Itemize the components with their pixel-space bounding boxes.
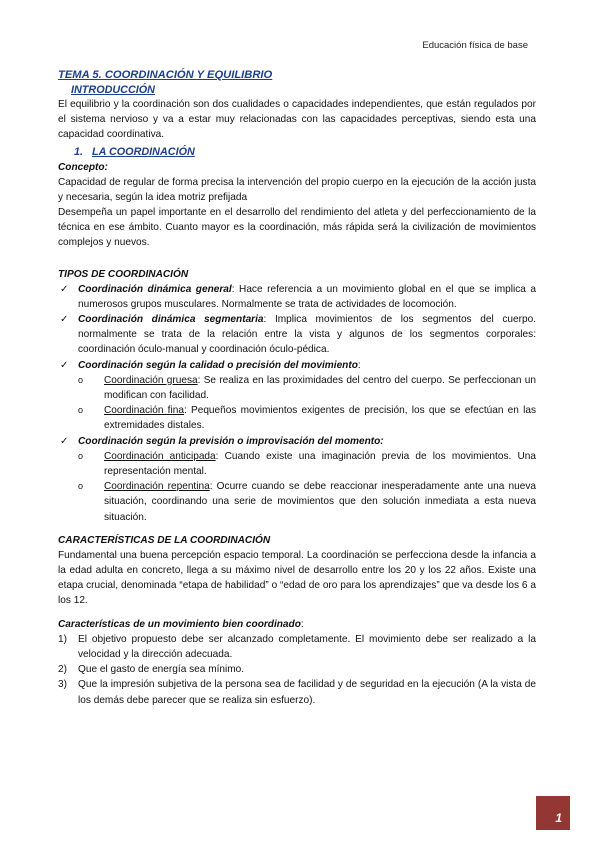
types-item-dinamica-segmentaria [58,312,536,358]
document-body [58,68,536,708]
types-item-prevision [58,434,536,449]
checkmark-icon: ✓ [60,359,69,371]
term: Coordinación gruesa [104,374,198,386]
document-title: TEMA 5. COORDINACIÓN Y EQUILIBRIO [58,69,273,81]
types-item-calidad-precision [58,358,536,373]
term: Coordinación según la calidad o precisión del movimiento [78,359,358,371]
section-1-heading [74,145,536,160]
types-list-continued [58,434,536,449]
list-item-text: Que el gasto de energía sea mínimo. [78,664,245,676]
well-coordinated-heading-text: Características de un movimiento bien coordinado [58,618,301,630]
subitem-fina [58,403,536,433]
circle-bullet-icon: o [78,481,84,492]
circle-bullet-icon: o [78,405,84,416]
characteristics-heading: CARACTERÍSTICAS DE LA COORDINACIÓN [58,534,271,546]
list-number: 3) [58,679,67,691]
term: Coordinación según la previsión o improvisación del momento: [78,435,384,447]
list-item [58,662,536,677]
checkmark-icon: ✓ [60,435,69,447]
intro-heading: INTRODUCCIÓN [71,84,155,96]
list-number: 1) [58,633,67,645]
subitem-gruesa [58,373,536,403]
list-item [58,632,536,662]
types-heading: TIPOS DE COORDINACIÓN [58,268,189,280]
checkmark-icon: ✓ [60,283,69,295]
concept-heading: Concepto: [58,161,108,173]
types-item-dinamica-general [58,282,536,312]
section-1-number: 1. [74,145,84,158]
spacer [58,525,536,533]
page-number: 1 [555,810,562,825]
list-item-text: Que la impresión subjetiva de la persona sea de facilidad y de seguridad en la ejecución (A la vista de los demás debe parecer que se realiza sin esfuerzo). [78,679,536,706]
characteristics-paragraph: Fundamental una buena percepción espacio temporal. La coordinación se perfecciona desde la infancia a la edad adulta en concreto, llega a su máximo nivel de desarrollo entre los 20 y los 22 años. Existe una etapa crucial, denominada “etapa de habilidad” o “edad de oro para los aprendizajes” que va desde los 6 a los 12. [58,549,536,607]
types-list [58,282,536,373]
circle-bullet-icon: o [78,450,84,461]
prevision-sublist [58,449,536,525]
list-item-text: El objetivo propuesto debe ser alcanzado completamente. El movimiento debe ser realizado a la velocidad y la dirección adecuada. [78,633,536,660]
term: Coordinación fina [104,405,184,417]
intro-paragraph: El equilibrio y la coordinación son dos cualidades o capacidades independientes, que están regulados por el sistema nervioso y va a estar muy relacionadas con las capacidades perceptivas, siendo esta una capacidad coordinativa. [58,99,536,141]
checkmark-icon: ✓ [60,314,69,326]
page-header: Educación física de base [422,40,528,51]
well-coordinated-list [58,632,536,708]
description: : [357,359,361,371]
well-coordinated-heading [58,617,536,632]
description: : Ocurre cuando se debe reaccionar inesperadamente ante una nueva situación, coordinando una serie de movimientos que den solución inmediata a esta nueva situación. [104,481,536,523]
description: : Hace referencia a un movimiento global en el que se implica a numerosos grupos musculares. Normalmente se trata de actividades de locomoción. [78,283,536,310]
term: Coordinación repentina [104,481,210,493]
spacer [58,251,536,267]
circle-bullet-icon: o [78,374,84,385]
spacer [58,609,536,617]
description: : Pequeños movimientos exigentes de precisión, los que se efectúan en las extremidades distales. [104,405,536,432]
subitem-anticipada [58,449,536,479]
subitem-repentina [58,479,536,525]
description: : Cuando existe una imaginación previa de los movimientos. Una representación mental. [104,450,536,478]
concept-paragraph-2: Desempeña un papel importante en el desarrollo del rendimiento del atleta y del perfeccionamiento de la técnica en ese ámbito. Cuanto mayor es la coordinación, más rápida será la civilización de movimientos complejos y nuevos. [58,207,536,249]
list-number: 2) [58,664,67,676]
term: Coordinación dinámica segmentaria [78,314,264,326]
description: : Implica movimientos de los segmentos del cuerpo. normalmente se trata de la relación entre la vista y algunos de los segmentos corporales: coordinación óculo-manual y coordinación óculo-pédica. [78,314,536,356]
term: Coordinación dinámica general [78,283,232,295]
well-coordinated-heading-colon: : [300,618,304,630]
precision-sublist [58,373,536,434]
concept-paragraph-1: Capacidad de regular de forma precisa la intervención del propio cuerpo en la ejecución de la acción justa y necesaria, según la idea motriz prefijada [58,176,536,203]
term: Coordinación anticipada [104,450,216,462]
description: : Se realiza en las proximidades del centro del cuerpo. Se perfeccionan un modifican con facilidad. [104,374,536,402]
section-1-title: LA COORDINACIÓN [92,145,195,158]
list-item [58,677,536,707]
page-number-badge [536,796,570,830]
